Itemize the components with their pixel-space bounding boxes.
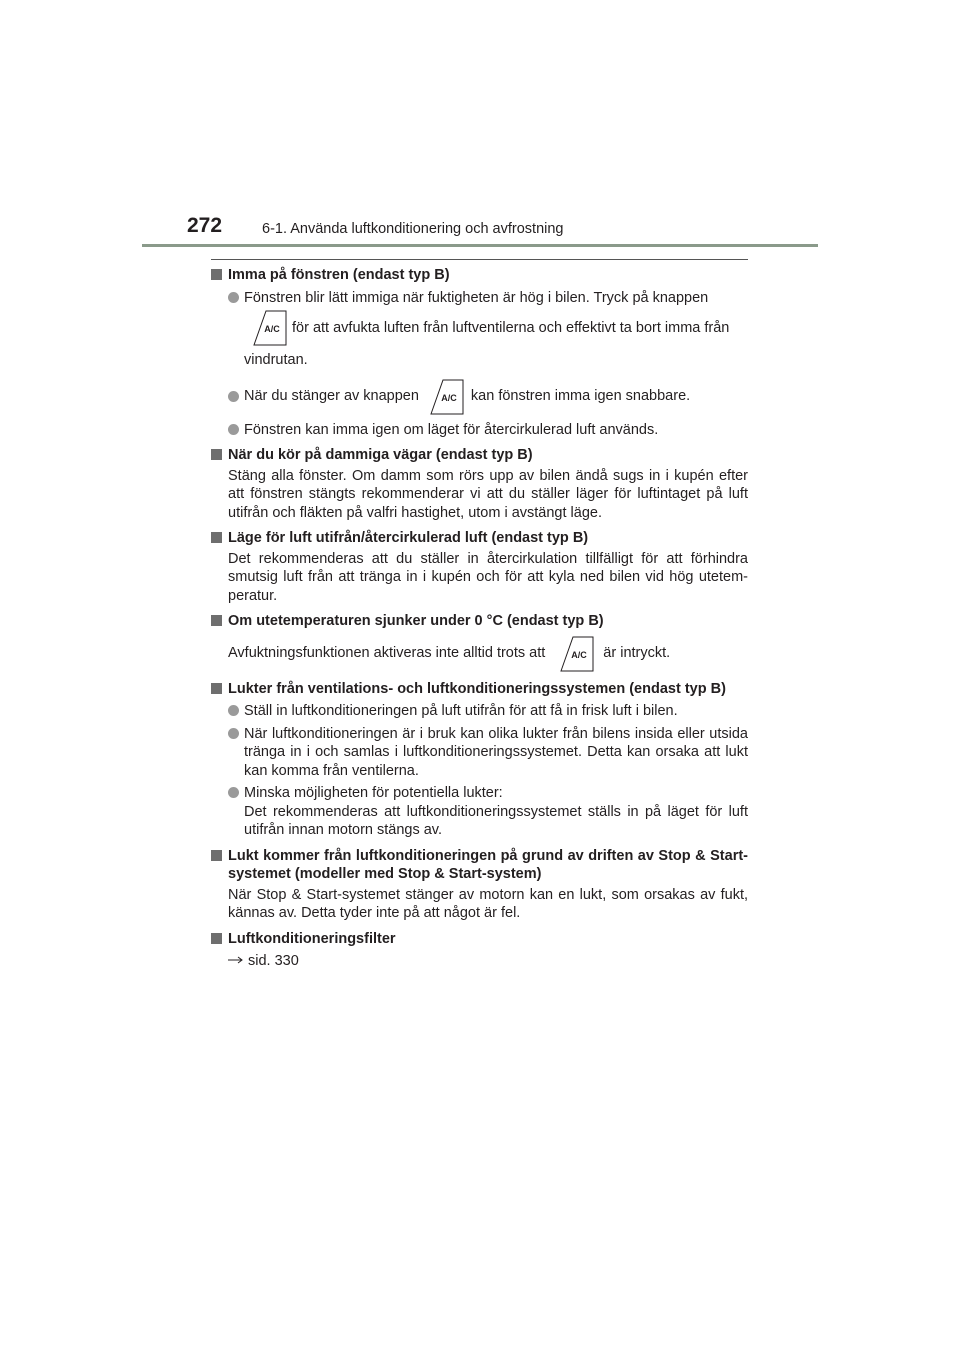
header-divider: [142, 244, 818, 247]
circle-bullet-icon: [228, 424, 239, 435]
section-ac-filter: [211, 930, 748, 971]
list-item: När luftkonditioneringen är i bruk kan olika lukter från bilens insida eller utsida tränga in i och samlas i luftkonditioneringssystemet. Detta kan orsaka att lukt kan komma från ventilerna.: [228, 725, 748, 781]
circle-bullet-icon: [228, 705, 239, 716]
section-heading: När du kör på dammiga vägar (endast typ B): [211, 446, 748, 465]
arrow-right-icon: [228, 952, 246, 971]
square-bullet-icon: [211, 269, 222, 280]
section-heading: Luftkonditioneringsfilter: [211, 930, 748, 949]
list-item: Minska möjligheten för potentiella lukter: Det rekommenderas att luftkonditioneringssystemet ställs in på läget för luft utifrån innan motorn stängs av.: [228, 784, 748, 840]
section-outside-temperature: Om utetemperaturen sjunker under 0 °C (endast typ B) Avfuktningsfunktionen aktiveras inte alltid trots att A/C är intryckt.: [211, 612, 748, 673]
section-air-mode: Läge för luft utifrån/återcirkulerad luft (endast typ B) Det rekommenderas att du ställer in återcirkulation tillfälligt för att förhindra smutsig luft från att tränga in i kupén och för att kyla ned bilen vid hög utetem-peratur.: [211, 529, 748, 605]
section-stop-start-odor: Lukt kommer från luftkonditioneringen på grund av driften av Stop & Start-systemet (modeller med Stop & Start-system) När Stop & Start-systemet stänger av motorn kan en lukt, som orsakas av fukt, kännas av. Detta tyder inte på att något är fel.: [211, 847, 748, 923]
square-bullet-icon: [211, 615, 222, 626]
page-number: 272: [187, 214, 223, 237]
list-item: Fönstren kan imma igen om läget för återcirkulerad luft används.: [228, 421, 748, 440]
square-bullet-icon: [211, 532, 222, 543]
square-bullet-icon: [211, 850, 222, 861]
circle-bullet-icon: [228, 391, 239, 402]
section-heading: Lukter från ventilations- och luftkonditioneringssystemen (endast typ B): [211, 680, 748, 699]
section-heading: Om utetemperaturen sjunker under 0 °C (endast typ B): [211, 612, 748, 631]
square-bullet-icon: [211, 683, 222, 694]
svg-text:A/C: A/C: [264, 324, 280, 334]
page-content: [211, 266, 748, 978]
circle-bullet-icon: [228, 292, 239, 303]
list-item: När du stänger av knappen A/C kan fönstren imma igen snabbare.: [228, 378, 748, 416]
square-bullet-icon: [211, 933, 222, 944]
circle-bullet-icon: [228, 787, 239, 798]
section-heading: Imma på fönstren (endast typ B): [211, 266, 748, 285]
list-item: Ställ in luftkonditioneringen på luft utifrån för att få in frisk luft i bilen.: [228, 702, 748, 721]
circle-bullet-icon: [228, 728, 239, 739]
svg-text:A/C: A/C: [571, 649, 588, 660]
list-item: Fönstren blir lätt immiga när fuktigheten är hög i bilen. Tryck på knappen A/C för att avfukta luften från luftventilerna och effektivt ta bort imma från vindrutan.: [228, 289, 748, 370]
ac-button-icon: [425, 378, 465, 416]
ac-button-icon: [555, 635, 595, 673]
section-dusty-roads: När du kör på dammiga vägar (endast typ B) Stäng alla fönster. Om damm som rörs upp av bilen ändå sugs in i kupén efter att fönstren stängts rekommenderar vi att du ställer läger för luftintaget på luft utifrån och fläkten på valfri hastighet, utom i avstängt läge.: [211, 446, 748, 522]
section-heading: Lukt kommer från luftkonditioneringen på grund av driften av Stop & Start-systemet (modeller med Stop & Start-system): [211, 847, 748, 884]
svg-text:A/C: A/C: [441, 392, 457, 403]
section-header-title: 6-1. Använda luftkonditionering och avfrostning: [262, 221, 564, 237]
ac-button-icon: [248, 309, 288, 347]
section-odors: [211, 680, 748, 840]
section-fogged-windows: [211, 266, 748, 439]
square-bullet-icon: [211, 449, 222, 460]
section-heading: Läge för luft utifrån/återcirkulerad luft (endast typ B): [211, 529, 748, 548]
content-divider: [211, 259, 748, 260]
page-reference-link[interactable]: sid. 330: [248, 953, 299, 969]
